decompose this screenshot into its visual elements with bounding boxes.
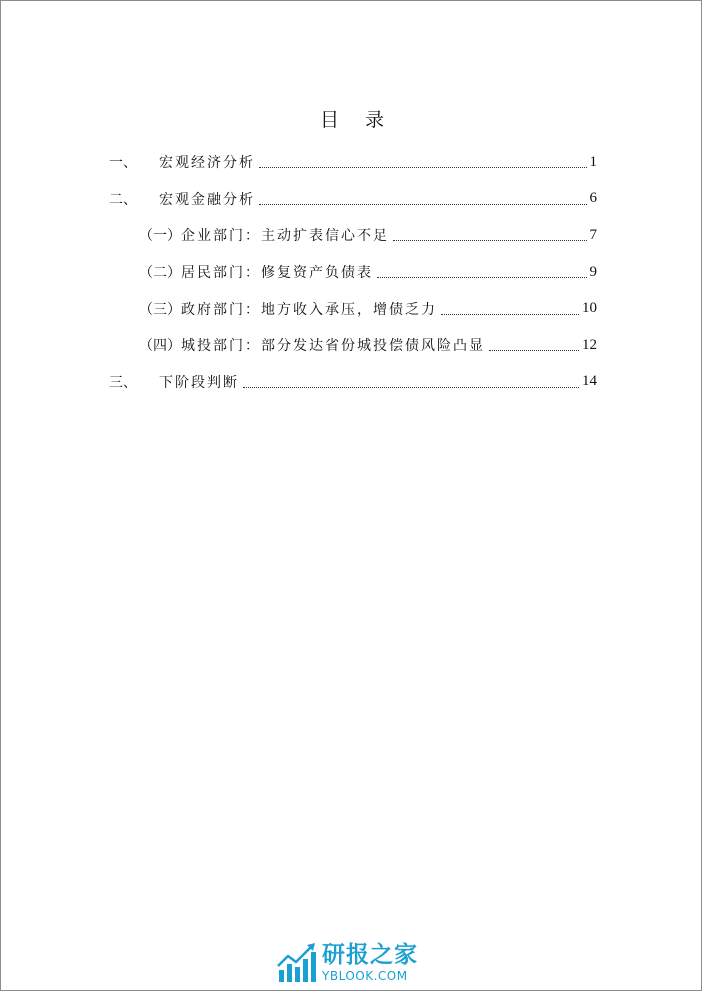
toc-dot-leader — [441, 313, 579, 315]
toc-entry[interactable] — [109, 364, 597, 401]
toc-entry-number: 一、 — [109, 155, 137, 172]
toc-entry[interactable] — [109, 217, 597, 254]
toc-dot-leader — [393, 239, 587, 241]
toc-page-number: 12 — [582, 336, 597, 353]
logo-name-en: YBLOOK.COM — [322, 969, 408, 983]
toc-entry-number: （四） — [139, 338, 181, 355]
toc-entry-title[interactable]: 企业部门：主动扩表信心不足 — [181, 228, 389, 245]
toc-entry-number: （二） — [139, 265, 181, 282]
toc-page-number: 1 — [589, 153, 597, 170]
toc-entry-number: 三、 — [109, 374, 137, 391]
bar-chart-logo-icon — [276, 942, 318, 984]
toc-entry-title[interactable]: 宏观金融分析 — [159, 191, 255, 208]
logo-name-cn: 研报之家 — [322, 942, 418, 968]
toc-page-number: 7 — [589, 226, 597, 243]
toc-entry-title[interactable]: 宏观经济分析 — [159, 155, 255, 172]
toc-list — [109, 144, 597, 400]
toc-dot-leader — [243, 386, 579, 388]
toc-dot-leader — [259, 166, 587, 168]
toc-dot-leader — [259, 203, 587, 205]
toc-entry-number: （三） — [139, 301, 181, 318]
toc-entry[interactable] — [109, 327, 597, 364]
toc-entry-title[interactable]: 政府部门：地方收入承压，增债乏力 — [181, 301, 437, 318]
toc-entry[interactable] — [109, 181, 597, 218]
toc-page-number: 9 — [589, 263, 597, 280]
toc-page-number: 6 — [589, 190, 597, 207]
logo-text — [322, 944, 418, 982]
toc-entry-number: 二、 — [109, 191, 137, 208]
toc-page-number: 10 — [582, 300, 597, 317]
toc-page-number: 14 — [582, 373, 597, 390]
toc-dot-leader — [489, 349, 579, 351]
toc-entry-number: （一） — [139, 228, 181, 245]
toc-entry[interactable] — [109, 254, 597, 291]
toc-entry-title[interactable]: 城投部门：部分发达省份城投偿债风险凸显 — [181, 338, 485, 355]
toc-title: 目 录 — [319, 109, 395, 131]
toc-dot-leader — [377, 276, 587, 278]
toc-entry[interactable] — [109, 290, 597, 327]
toc-entry-title[interactable]: 下阶段判断 — [159, 374, 239, 391]
toc-entry[interactable] — [109, 144, 597, 181]
site-logo[interactable] — [276, 941, 418, 985]
toc-entry-title[interactable]: 居民部门：修复资产负债表 — [181, 265, 373, 282]
